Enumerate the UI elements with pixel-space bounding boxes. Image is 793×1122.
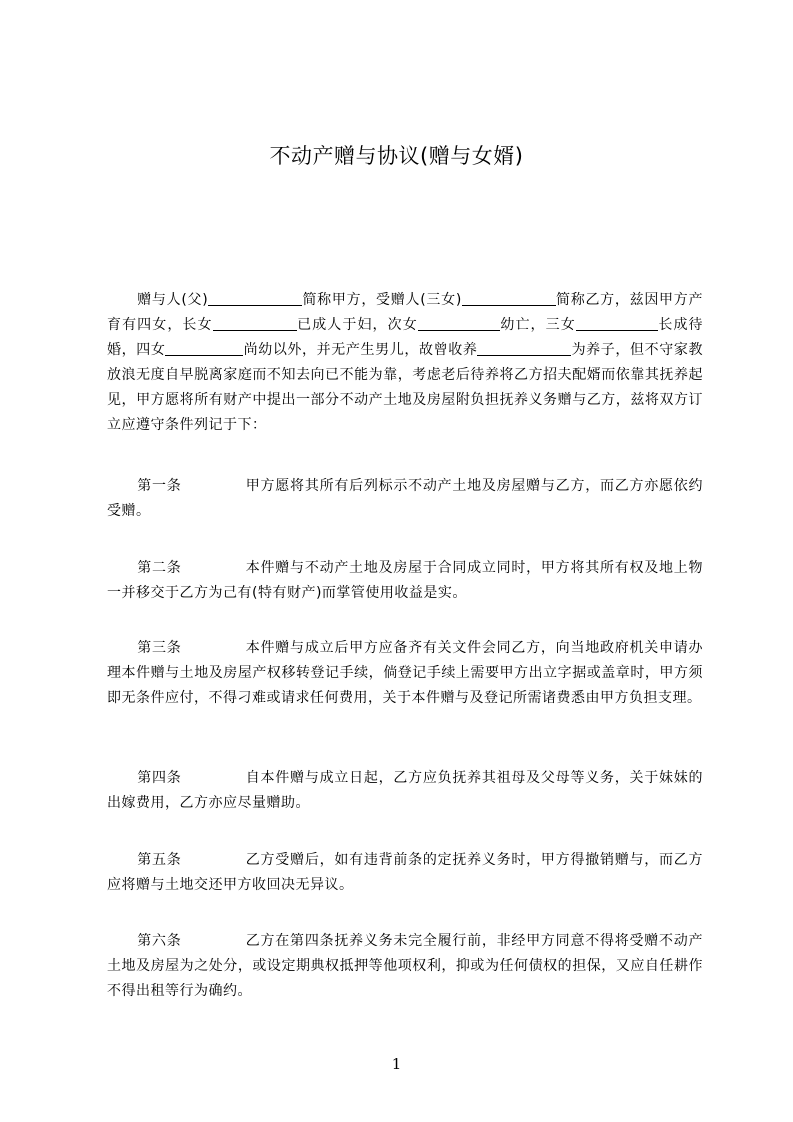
blank-line-eldest xyxy=(213,314,297,331)
intro-text-1: 赠与人(父) xyxy=(137,292,209,308)
article-2-number: 第二条 xyxy=(137,560,182,576)
article-1-number: 第一条 xyxy=(137,478,182,494)
article-6 xyxy=(107,929,703,1004)
intro-text-4: 已成人于妇，次女 xyxy=(296,317,418,333)
article-1 xyxy=(107,474,703,524)
intro-text-8: 为养子，但不守家教放浪无度自早脱离家庭而不知去向已不能为靠，考虑老后待养将乙方招夫配婿而依靠其抚养起见，甲方愿将所有财产中提出一部分不动产土地及房屋附负担抚养义务赠与乙方，兹将双方订立应遵守条件列记于下： xyxy=(107,342,704,433)
article-3-number: 第三条 xyxy=(137,640,182,656)
blank-line-second xyxy=(418,314,500,331)
document-title: 不动产赠与协议(赠与女婿) xyxy=(269,144,524,168)
article-3 xyxy=(107,636,703,711)
article-6-text: 乙方在第四条抚养义务未完全履行前，非经甲方同意不得将受赠不动产土地及房屋为之处分，或设定期典权抵押等他项权利，抑或为任何债权的担保，又应自任耕作不得出租等行为确约。 xyxy=(107,933,704,999)
article-1-text: 甲方愿将其所有后列标示不动产土地及房屋赠与乙方，而乙方亦愿依约受赠。 xyxy=(107,478,704,519)
article-3-text: 本件赠与成立后甲方应备齐有关文件会同乙方，向当地政府机关申请办理本件赠与土地及房屋产权移转登记手续，倘登记手续上需要甲方出立字据或盖章时，甲方须即无条件应付，不得刁难或请求任何费用，关于本件赠与及登记所需诸费悉由甲方负担支理。 xyxy=(107,640,704,706)
intro-text-3: 简称乙方，兹因甲方产育有四女，长女 xyxy=(107,292,703,333)
page-number: 1 xyxy=(391,1055,402,1073)
article-5-number: 第五条 xyxy=(137,852,182,868)
article-5 xyxy=(107,848,703,898)
article-5-text: 乙方受赠后，如有违背前条的定抚养义务时，甲方得撤销赠与，而乙方应将赠与土地交还甲方收回决无异议。 xyxy=(107,852,704,893)
blank-line-third xyxy=(576,314,658,331)
intro-text-5: 幼亡，三女 xyxy=(499,317,576,333)
article-4-number: 第四条 xyxy=(137,770,182,786)
article-4 xyxy=(107,766,703,816)
intro-text-6: 长成待婚，四女 xyxy=(107,317,704,358)
article-2-text: 本件赠与不动产土地及房屋于合同成立同时，甲方将其所有权及地上物一并移交于乙方为己有(特有财产)而掌管使用收益是实。 xyxy=(107,560,704,601)
intro-paragraph xyxy=(107,288,703,438)
article-4-text: 自本件赠与成立日起，乙方应负抚养其祖母及父母等义务，关于妹妹的出嫁费用，乙方亦应尽量赠助。 xyxy=(107,770,704,811)
article-2 xyxy=(107,556,703,606)
blank-line-donee xyxy=(462,289,556,306)
intro-text-7: 尚幼以外，并无产生男儿，故曾收养 xyxy=(243,342,478,358)
intro-text-2: 简称甲方，受赠人(三女) xyxy=(302,292,462,308)
article-6-number: 第六条 xyxy=(137,933,182,949)
blank-line-fourth xyxy=(165,339,243,356)
blank-line-adopted-son xyxy=(477,339,571,356)
blank-line-donor xyxy=(208,289,302,306)
